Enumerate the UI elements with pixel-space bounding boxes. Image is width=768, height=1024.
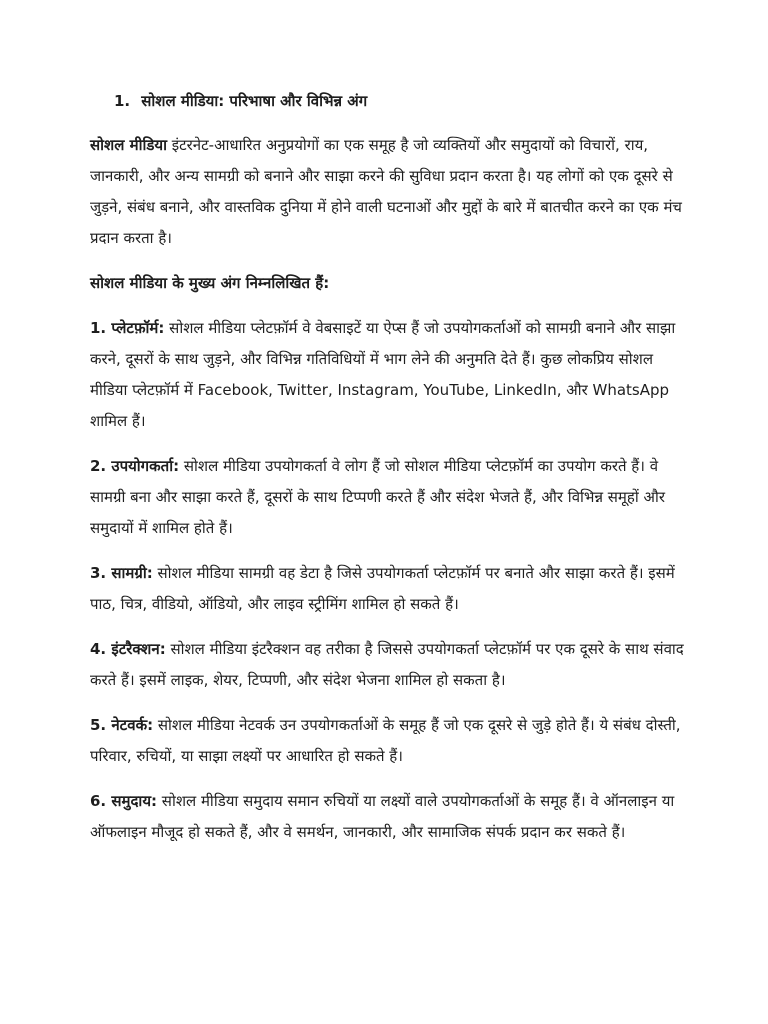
component-label: 5. नेटवर्क: [90,716,154,734]
component-interaction [90,634,690,696]
intro-text: इंटरनेट-आधारित अनुप्रयोगों का एक समूह है जो व्यक्तियों और समुदायों को विचारों, राय, जानकारी, और अन्य सामग्री को बनाने और साझा करने की सुविधा प्रदान करता है। यह लोगों को एक दूसरे से जुड़ने, संबंध बनाने, और वास्तविक दुनिया में होने वाली घटनाओं और मुद्दों के बारे में बातचीत करने का एक मंच प्रदान करता है। [90,136,682,247]
component-label: 2. उपयोगकर्ता: [90,457,180,475]
component-text: सोशल मीडिया इंटरैक्शन वह तरीका है जिससे उपयोगकर्ता प्लेटफ़ॉर्म पर एक दूसरे के साथ संवाद करते हैं। इसमें लाइक, शेयर, टिप्पणी, और संदेश भेजना शामिल हो सकता है। [90,640,684,689]
component-platform [90,313,690,437]
component-label: 6. समुदाय: [90,792,158,810]
component-label: 1. प्लेटफ़ॉर्म: [90,319,165,337]
component-text: सोशल मीडिया समुदाय समान रुचियों या लक्ष्यों वाले उपयोगकर्ताओं के समूह हैं। वे ऑनलाइन या ऑफलाइन मौजूद हो सकते हैं, और वे समर्थन, जानकारी, और सामाजिक संपर्क प्रदान कर सकते हैं। [90,792,675,841]
section-number: 1. [114,92,131,110]
component-content [90,558,690,620]
component-text: सोशल मीडिया सामग्री वह डेटा है जिसे उपयोगकर्ता प्लेटफ़ॉर्म पर बनाते और साझा करते हैं। इसमें पाठ, चित्र, वीडियो, ऑडियो, और लाइव स्ट्रीमिंग शामिल हो सकते हैं। [90,564,675,613]
section-heading [90,88,690,114]
component-text: सोशल मीडिया नेटवर्क उन उपयोगकर्ताओं के समूह हैं जो एक दूसरे से जुड़े होते हैं। ये संबंध दोस्ती, परिवार, रुचियों, या साझा लक्ष्यों पर आधारित हो सकते हैं। [90,716,681,765]
component-label: 3. सामग्री: [90,564,153,582]
components-heading: सोशल मीडिया के मुख्य अंग निम्नलिखित हैं: [90,274,330,292]
component-text: सोशल मीडिया प्लेटफ़ॉर्म वे वेबसाइटें या ऐप्स हैं जो उपयोगकर्ताओं को सामग्री बनाने और साझा करने, दूसरों के साथ जुड़ने, और विभिन्न गतिविधियों में भाग लेने की अनुमति देते हैं। कुछ लोकप्रिय सोशल मीडिया प्लेटफ़ॉर्म में Facebook, Twitter, Instagram, YouTube, LinkedIn, और WhatsApp शामिल हैं। [90,319,676,430]
intro-paragraph [90,130,690,254]
component-label: 4. इंटरैक्शन: [90,640,166,658]
component-network [90,710,690,772]
component-community [90,786,690,848]
section-title: सोशल मीडिया: परिभाषा और विभिन्न अंग [141,92,368,110]
component-text: सोशल मीडिया उपयोगकर्ता वे लोग हैं जो सोशल मीडिया प्लेटफ़ॉर्म का उपयोग करते हैं। वे सामग्री बना और साझा करते हैं, दूसरों के साथ टिप्पणी करते हैं और संदेश भेजते हैं, और विभिन्न समूहों और समुदायों में शामिल होते हैं। [90,457,665,537]
intro-term: सोशल मीडिया [90,136,167,154]
component-users [90,451,690,544]
document-page [90,88,690,862]
